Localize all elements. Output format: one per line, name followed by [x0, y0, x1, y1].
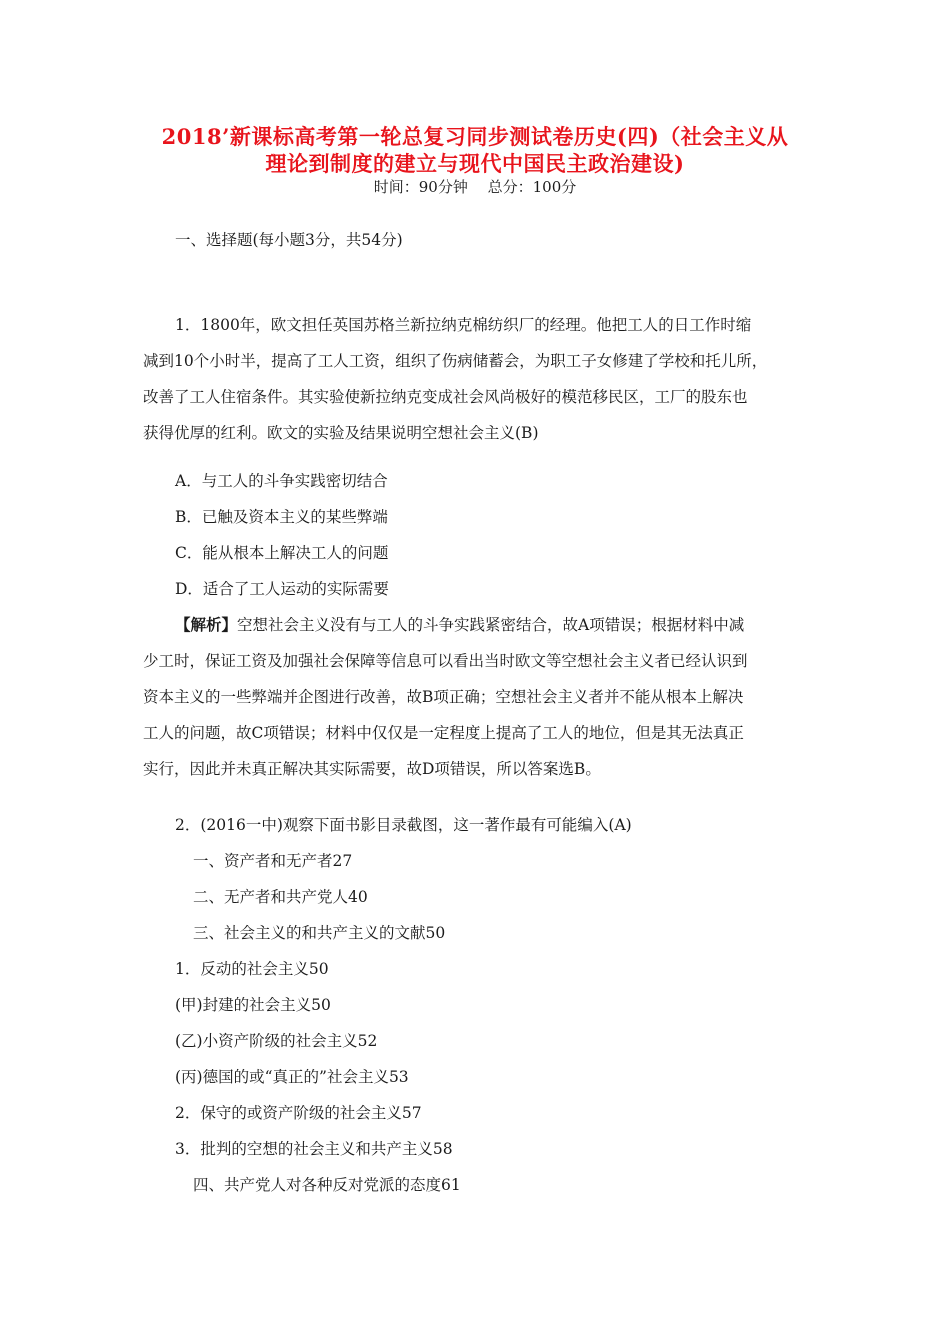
exam-meta: 时间：90分钟 总分：100分	[373, 178, 577, 196]
section-heading: 一、选择题(每小题3分，共54分)	[175, 231, 403, 249]
toc-item: 二、无产者和共产党人40	[193, 888, 368, 906]
q1-stem-line: 减到10个小时半，提高了工人工资，组织了伤病储蓄会，为职工子女修建了学校和托儿所，	[143, 352, 768, 370]
q1-analysis-line: 工人的问题，故C项错误；材料中仅仅是一定程度上提高了工人的地位，但是其无法真正	[143, 724, 744, 742]
q1-stem-line: 改善了工人住宿条件。其实验使新拉纳克变成社会风尚极好的模范移民区，工厂的股东也	[143, 388, 748, 406]
toc-item: 3．批判的空想的社会主义和共产主义58	[175, 1140, 453, 1158]
q1-analysis-line: 实行，因此并未真正解决其实际需要，故D项错误，所以答案选B。	[143, 760, 601, 778]
q1-option-c: C．能从根本上解决工人的问题	[175, 544, 389, 562]
toc-item: 1．反动的社会主义50	[175, 960, 329, 978]
q1-option-b: B．已触及资本主义的某些弊端	[175, 508, 388, 526]
q1-stem-line: 1．1800年，欧文担任英国苏格兰新拉纳克棉纺织厂的经理。他把工人的日工作时缩	[175, 316, 752, 334]
analysis-text: 空想社会主义没有与工人的斗争实践紧密结合，故A项错误；根据材料中减	[237, 616, 745, 634]
q1-stem-line: 获得优厚的红利。欧文的实验及结果说明空想社会主义(B)	[143, 424, 539, 442]
toc-item: 一、资产者和无产者27	[193, 852, 353, 870]
toc-item: (甲)封建的社会主义50	[175, 996, 331, 1014]
analysis-label: 【解析】	[175, 615, 238, 634]
toc-item: 2．保守的或资产阶级的社会主义57	[175, 1104, 422, 1122]
toc-item: (乙)小资产阶级的社会主义52	[175, 1032, 378, 1050]
q1-option-d: D．适合了工人运动的实际需要	[175, 580, 389, 598]
q2-stem: 2．(2016一中)观察下面书影目录截图，这一著作最有可能编入(A)	[175, 816, 632, 834]
q1-analysis-line	[175, 614, 744, 636]
toc-item: (丙)德国的或“真正的”社会主义53	[175, 1068, 409, 1086]
toc-item: 三、社会主义的和共产主义的文献50	[193, 924, 446, 942]
document-title-line-1: 2018’新课标高考第一轮总复习同步测试卷历史(四)（社会主义从	[161, 124, 789, 149]
document-title-line-2: 理论到制度的建立与现代中国民主政治建设)	[265, 151, 685, 176]
q1-option-a: A．与工人的斗争实践密切结合	[175, 472, 388, 490]
q1-analysis-line: 资本主义的一些弊端并企图进行改善，故B项正确；空想社会主义者并不能从根本上解决	[143, 688, 744, 706]
toc-item: 四、共产党人对各种反对党派的态度61	[193, 1176, 461, 1194]
q1-analysis-line: 少工时，保证工资及加强社会保障等信息可以看出当时欧文等空想社会主义者已经认识到	[143, 652, 748, 670]
